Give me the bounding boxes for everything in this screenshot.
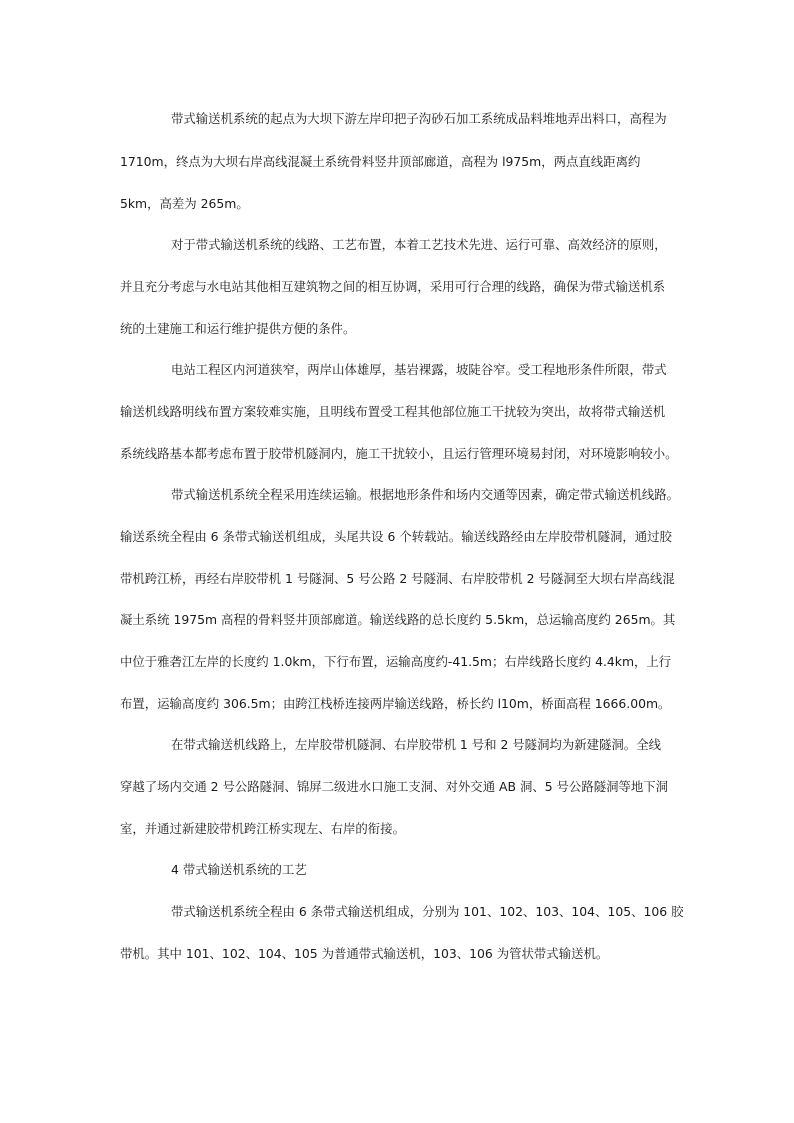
paragraph-4-line-3: 带机跨江桥，再经右岸胶带机 1 号隧洞、5 号公路 2 号隧洞、右岸胶带机 2 号隧洞至大坝右岸高线混 [120, 571, 675, 586]
paragraph-2-line-3: 统的土建施工和运行维护提供方便的条件。 [120, 321, 356, 336]
paragraph-6-line-2: 带机。其中 101、102、104、105 为普通带式输送机，103、106 为管状带式输送机。 [120, 946, 609, 961]
paragraph-3-line-2: 输送机线路明线布置方案较难实施，且明线布置受工程其他部位施工干扰较为突出，故将带式输送机 [120, 404, 666, 419]
paragraph-3-line-1: 电站工程区内河道狭窄，两岸山体雄厚，基岩裸露，坡陡谷窄。受工程地形条件所限，带式 [171, 362, 667, 377]
paragraph-4-line-2: 输送系统全程由 6 条带式输送机组成，头尾共设 6 个转载站。输送线路经由左岸胶带机隧洞，通过胶 [120, 529, 672, 544]
paragraph-4-line-6: 布置，运输高度约 306.5m；由跨江栈桥连接两岸输送线路，桥长约 l10m，桥面高程 1666.00m。 [120, 696, 671, 711]
paragraph-1-line-1: 带式输送机系统的起点为大坝下游左岸印把子沟砂石加工系统成品料堆地弄出料口，高程为 [171, 111, 667, 126]
paragraph-4-line-4: 凝土系统 1975m 高程的骨料竖井顶部廊道。输送线路的总长度约 5.5km，总运输高度约 265m。其 [120, 612, 676, 627]
section-heading: 4 带式输送机系统的工艺 [171, 862, 307, 877]
paragraph-3-line-3: 系统线路基本都考虑布置于胶带机隧洞内，施工干扰较小，且运行管理环境易封闭，对环境影响较小。 [120, 446, 678, 461]
paragraph-1-line-3: 5km，高差为 265m。 [120, 196, 249, 211]
paragraph-5-line-2: 穿越了场内交通 2 号公路隧洞、锦屏二级进水口施工支洞、对外交通 AB 洞、5 号公路隧洞等地下洞 [120, 779, 669, 794]
paragraph-4-line-5: 中位于雅砻江左岸的长度约 1.0km，下行布置，运输高度约-41.5m；右岸线路长度约 4.4km，上行 [120, 654, 672, 669]
paragraph-5-line-1: 在带式输送机线路上，左岸胶带机隧洞、右岸胶带机 1 号和 2 号隧洞均为新建隧洞。全线 [171, 737, 661, 752]
paragraph-2-line-1: 对于带式输送机系统的线路、工艺布置，本着工艺技术先进、运行可靠、高效经济的原则， [171, 237, 667, 252]
paragraph-6-line-1: 带式输送机系统全程由 6 条带式输送机组成，分别为 101、102、103、104、105、106 胶 [171, 904, 684, 919]
paragraph-4-line-1: 带式输送机系统全程采用连续运输。根据地形条件和场内交通等因素，确定带式输送机线路。 [171, 487, 680, 502]
paragraph-5-line-3: 室，并通过新建胶带机跨江桥实现左、右岸的衔接。 [120, 821, 405, 836]
paragraph-1-line-2: 1710m，终点为大坝右岸高线混凝土系统骨料竖井顶部廊道，高程为 l975m，两点直线距离约 [120, 154, 641, 169]
paragraph-2-line-2: 并且充分考虑与水电站其他相互建筑物之间的相互协调，采用可行合理的线路，确保为带式输送机系 [120, 279, 666, 294]
